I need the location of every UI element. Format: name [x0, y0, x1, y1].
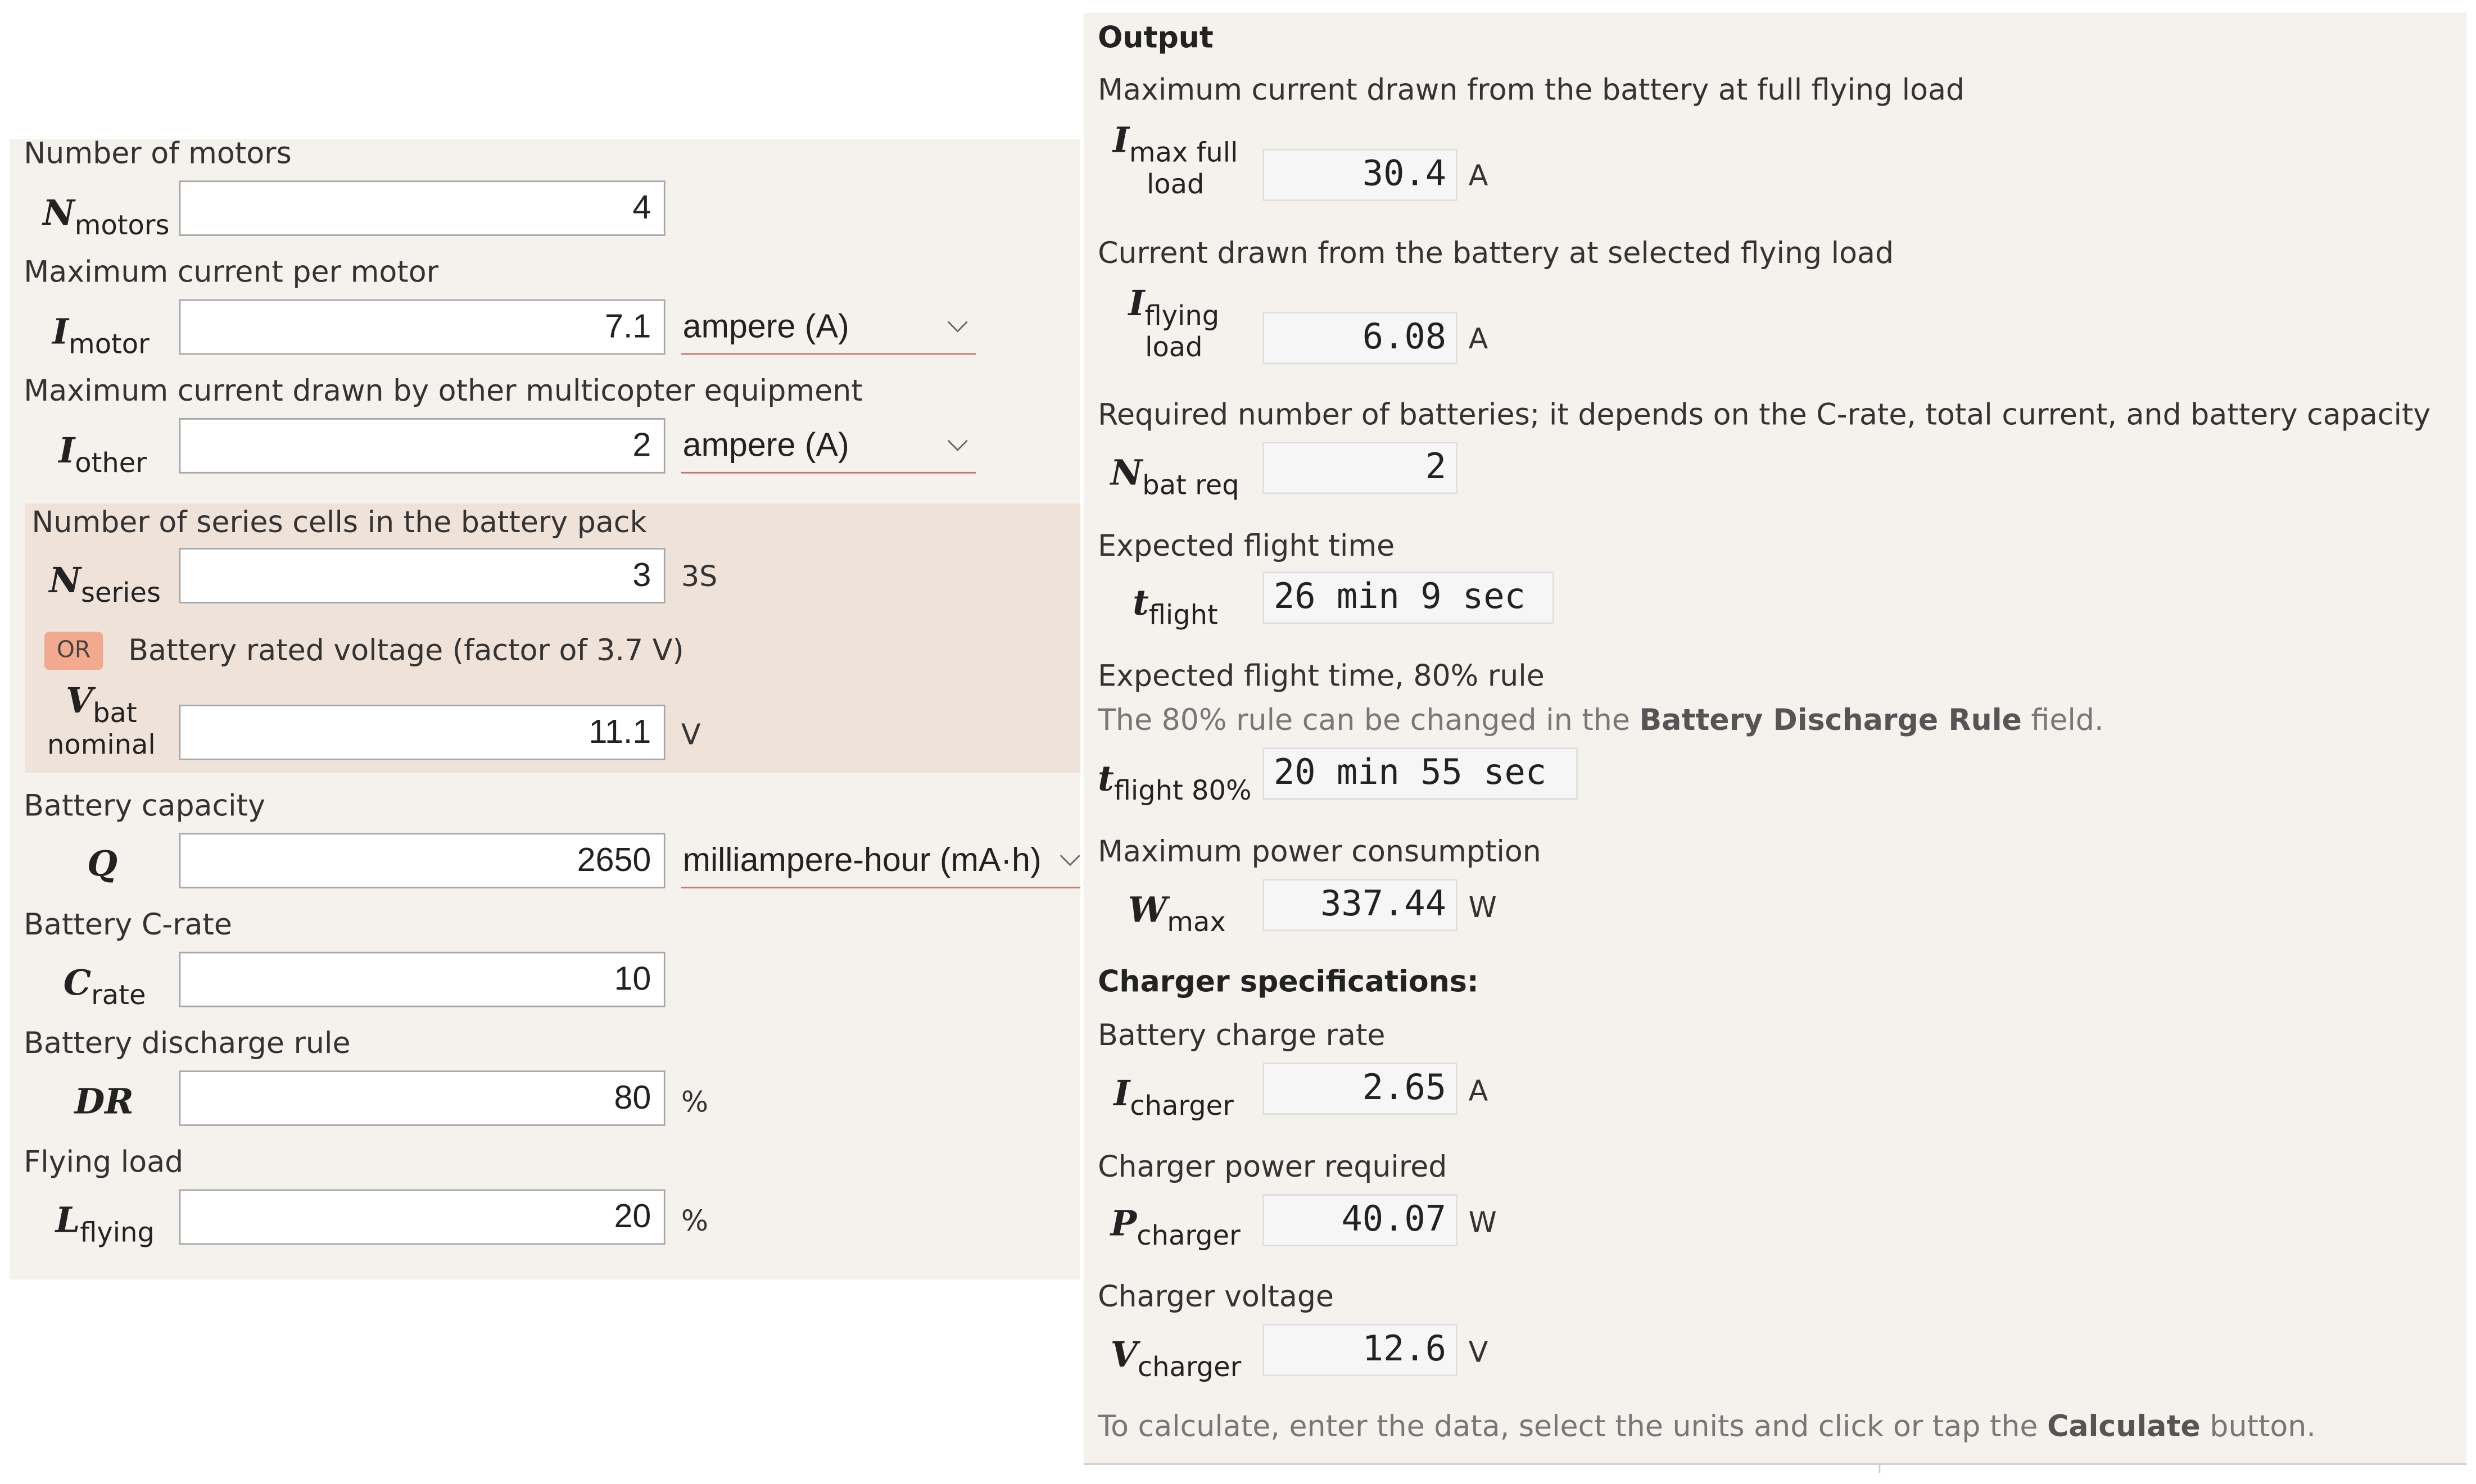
motor-current-symbol: $I_{motor}$	[52, 312, 150, 361]
load-input[interactable]: 20	[179, 1190, 665, 1245]
tflight-label: Expected flight time	[1098, 530, 1395, 564]
capacity-unit-select[interactable]	[681, 834, 1080, 888]
voltage-symbol: Vbat nominal	[47, 680, 156, 763]
crate-input[interactable]: 10	[179, 952, 665, 1008]
capacity-input[interactable]: 2650	[179, 833, 665, 888]
footer-note: To calculate, enter the data, select the units and click or tap the Calculate button.	[1098, 1411, 2316, 1445]
motor-current-unit-select[interactable]	[681, 301, 976, 355]
vcharger-symbol: $V_{charger}$	[1110, 1335, 1242, 1385]
chevron-down-icon	[1060, 846, 1080, 866]
wmax-value: 337.44	[1262, 879, 1457, 931]
vcharger-label: Charger voltage	[1098, 1281, 1334, 1315]
motor-current-unit-value: ampere (A)	[682, 308, 849, 346]
crate-symbol: $C_{rate}$	[63, 963, 146, 1012]
divider-tick	[1879, 1463, 1881, 1473]
pcharger-label: Charger power required	[1098, 1151, 1447, 1185]
nbat-label: Required number of batteries; it depends on the C-rate, total current, and battery capacity	[1098, 399, 2431, 433]
voltage-label: Battery rated voltage (factor of 3.7 V)	[128, 635, 684, 669]
wmax-symbol: $W_{max}$	[1128, 890, 1226, 940]
pcharger-value: 40.07	[1262, 1194, 1457, 1246]
nbat-value: 2	[1262, 442, 1457, 494]
wmax-unit: W	[1468, 891, 1497, 925]
vcharger-value: 12.6	[1262, 1324, 1457, 1376]
icharger-label: Battery charge rate	[1098, 1019, 1386, 1054]
load-unit: %	[681, 1205, 709, 1238]
voltage-unit: V	[681, 719, 701, 752]
iflying-value: 6.08	[1262, 312, 1457, 364]
imax-unit: A	[1468, 160, 1488, 193]
iflying-symbol: Iflying load	[1128, 283, 1220, 365]
load-symbol: $L_{flying}$	[55, 1200, 155, 1250]
discharge-input[interactable]: 80	[179, 1070, 665, 1126]
other-current-input[interactable]: 2	[179, 418, 665, 474]
vcharger-unit: V	[1468, 1336, 1488, 1370]
nbat-symbol: $N_{bat req}$	[1110, 453, 1239, 502]
icharger-value: 2.65	[1262, 1063, 1457, 1115]
series-label: Number of series cells in the battery pack	[31, 506, 647, 541]
wmax-label: Maximum power consumption	[1098, 836, 1541, 870]
other-current-symbol: $I_{other}$	[58, 430, 147, 480]
tflight80-note: The 80% rule can be changed in the Battery Discharge Rule field.	[1098, 705, 2104, 738]
other-current-unit-value: ampere (A)	[682, 427, 849, 464]
charger-heading: Charger specifications:	[1098, 966, 1479, 1000]
pcharger-symbol: $P_{charger}$	[1110, 1203, 1241, 1253]
imax-symbol: Imax full load	[1112, 120, 1238, 202]
crate-label: Battery C-rate	[24, 909, 232, 942]
icharger-unit: A	[1468, 1075, 1488, 1109]
capacity-label: Battery capacity	[24, 790, 265, 824]
discharge-label: Battery discharge rule	[24, 1028, 351, 1061]
tflight-value: 26 min 9 sec	[1262, 571, 1554, 624]
motor-current-label: Maximum current per motor	[24, 256, 439, 290]
capacity-unit-value: milliampere-hour (mA·h)	[682, 842, 1042, 879]
load-label: Flying load	[24, 1146, 184, 1180]
divider	[1084, 1463, 2466, 1465]
other-current-unit-select[interactable]	[681, 420, 976, 474]
series-suffix: 3S	[681, 560, 718, 594]
imax-value: 30.4	[1262, 149, 1457, 201]
icharger-symbol: $I_{charger}$	[1113, 1073, 1234, 1123]
or-badge: OR	[44, 632, 103, 670]
tflight80-label: Expected flight time, 80% rule	[1098, 660, 1545, 694]
other-current-label: Maximum current drawn by other multicopter equipment	[24, 375, 863, 409]
discharge-symbol: DR	[74, 1081, 134, 1123]
voltage-input[interactable]: 11.1	[179, 705, 665, 760]
tflight80-value: 20 min 55 sec	[1262, 747, 1578, 800]
imax-label: Maximum current drawn from the battery at full flying load	[1098, 74, 1965, 108]
output-title: Output	[1098, 22, 1214, 56]
series-input[interactable]: 3	[179, 548, 665, 603]
motor-current-input[interactable]: 7.1	[179, 299, 665, 355]
motors-input[interactable]: 4	[179, 180, 665, 236]
motors-label: Number of motors	[24, 138, 292, 171]
pcharger-unit: W	[1468, 1206, 1497, 1240]
chevron-down-icon	[948, 431, 968, 451]
tflight-symbol: $t_{flight}$	[1133, 583, 1218, 632]
capacity-symbol: Q	[87, 844, 118, 886]
series-symbol: $N_{series}$	[49, 560, 161, 610]
iflying-label: Current drawn from the battery at selected flying load	[1098, 237, 1894, 271]
chevron-down-icon	[948, 312, 968, 333]
motors-symbol: $N_{motors}$	[43, 193, 170, 243]
tflight80-symbol: $t_{flight 80\%}$	[1098, 758, 1252, 808]
discharge-unit: %	[681, 1086, 709, 1120]
iflying-unit: A	[1468, 323, 1488, 357]
